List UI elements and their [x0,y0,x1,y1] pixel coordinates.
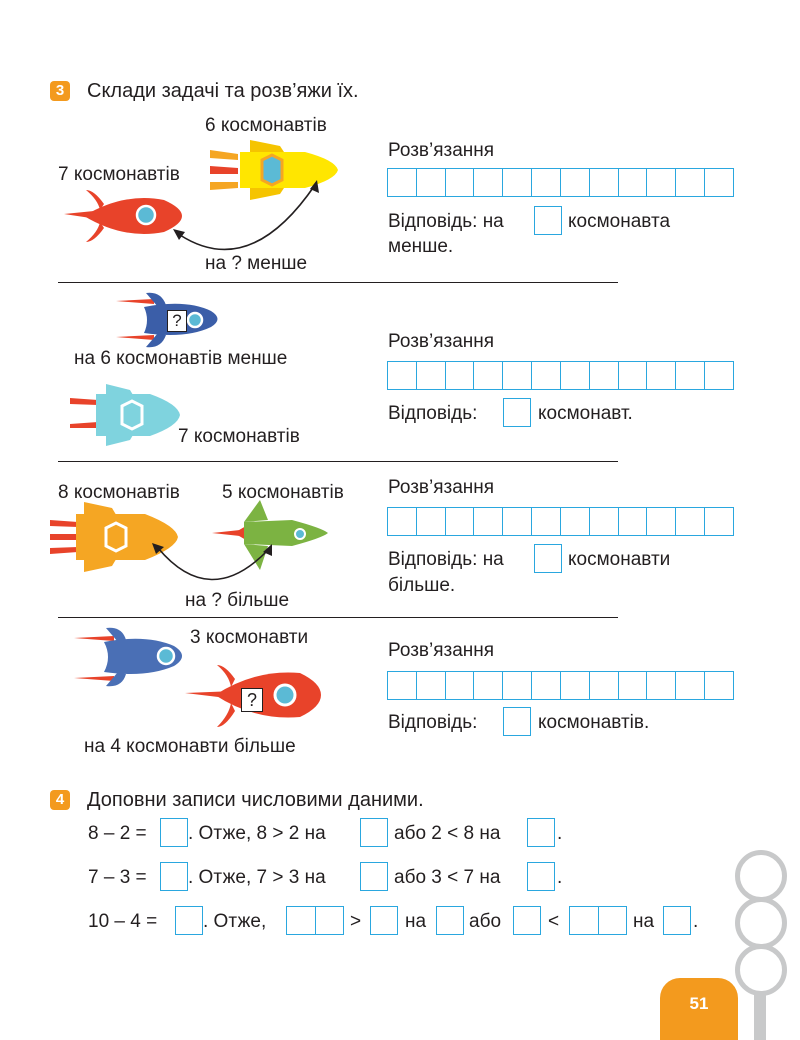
task-title: Склади задачі та розв’яжи їх. [87,80,359,102]
decorative-ring [735,944,787,996]
label-6-less: на 6 космонавтів менше [74,348,288,369]
expression: 7 – 3 = [88,867,147,888]
question-mark-box: ? [167,310,187,332]
red-rocket-icon [64,190,184,245]
input-box[interactable] [527,862,555,891]
input-box[interactable] [436,906,464,935]
answer-prefix: Відповідь: на [388,211,504,232]
comparison-arrow [170,180,330,260]
input-box[interactable] [160,862,188,891]
na-text: на [405,911,427,932]
task-number-badge: 4 [50,790,70,810]
answer-prefix: Відповідь: на [388,549,504,570]
period: . [693,911,699,932]
answer-suffix: космонавт. [538,403,633,424]
label-3-cosmonauts: 3 космонавти [190,627,309,648]
solution-label: Розв’язання [388,140,495,161]
solution-grid[interactable] [387,671,734,700]
page-number: 51 [689,994,709,1013]
gt-sign: > [350,911,362,932]
blue-rocket-icon [74,626,194,688]
label-more-question: на ? більше [185,590,290,611]
answer-suffix: космонавта [568,211,671,232]
comparison-text: . Отже, [203,911,267,932]
divider [58,282,618,283]
solution-label: Розв’язання [388,477,495,498]
expression: 8 – 2 = [88,823,147,844]
comparison-text: . Отже, 7 > 3 на [188,867,326,888]
input-box-double[interactable] [286,906,344,935]
label-7-cosmonauts-2: 7 космонавтів [178,426,300,447]
answer-box[interactable] [503,707,531,736]
task-title: Доповни записи числовими даними. [87,789,424,811]
solution-grid[interactable] [387,507,734,536]
answer-box[interactable] [534,544,562,573]
answer-box[interactable] [534,206,562,235]
label-7-cosmonauts: 7 космонавтів [58,164,180,185]
divider [58,461,618,462]
cyan-rocket-icon [70,384,185,446]
answer-suffix: космонавтів. [538,712,650,733]
period: . [557,867,563,888]
answer-prefix: Відповідь: [388,712,478,733]
input-box[interactable] [513,906,541,935]
label-5-cosmonauts: 5 космонавтів [222,482,344,503]
solution-grid[interactable] [387,361,734,390]
solution-label: Розв’язання [388,331,495,352]
answer-prefix: Відповідь: [388,403,478,424]
label-4-more: на 4 космонавти більше [84,736,296,757]
or-text: або 3 < 7 на [394,867,501,888]
input-box[interactable] [370,906,398,935]
na-text: на [633,911,655,932]
expression: 10 – 4 = [88,911,158,932]
decorative-ring [735,850,787,902]
task-number-badge: 3 [50,81,70,101]
answer-line2: більше. [388,575,456,596]
input-box[interactable] [360,862,388,891]
divider [58,617,618,618]
answer-suffix: космонавти [568,549,671,570]
input-box-double[interactable] [569,906,627,935]
comparison-arrow [150,540,280,590]
solution-grid[interactable] [387,168,734,197]
input-box[interactable] [175,906,203,935]
input-box[interactable] [160,818,188,847]
input-box[interactable] [527,818,555,847]
or-text: або 2 < 8 на [394,823,501,844]
period: . [557,823,563,844]
lt-sign: < [548,911,560,932]
label-8-cosmonauts: 8 космонавтів [58,482,180,503]
answer-line2: менше. [388,236,454,257]
answer-box[interactable] [503,398,531,427]
or-text: або [469,911,502,932]
decorative-ring [735,897,787,949]
label-6-cosmonauts: 6 космонавтів [205,115,327,136]
question-mark-box: ? [241,688,263,712]
input-box[interactable] [663,906,691,935]
solution-label: Розв’язання [388,640,495,661]
label-less-question: на ? менше [205,253,308,274]
comparison-text: . Отже, 8 > 2 на [188,823,326,844]
input-box[interactable] [360,818,388,847]
